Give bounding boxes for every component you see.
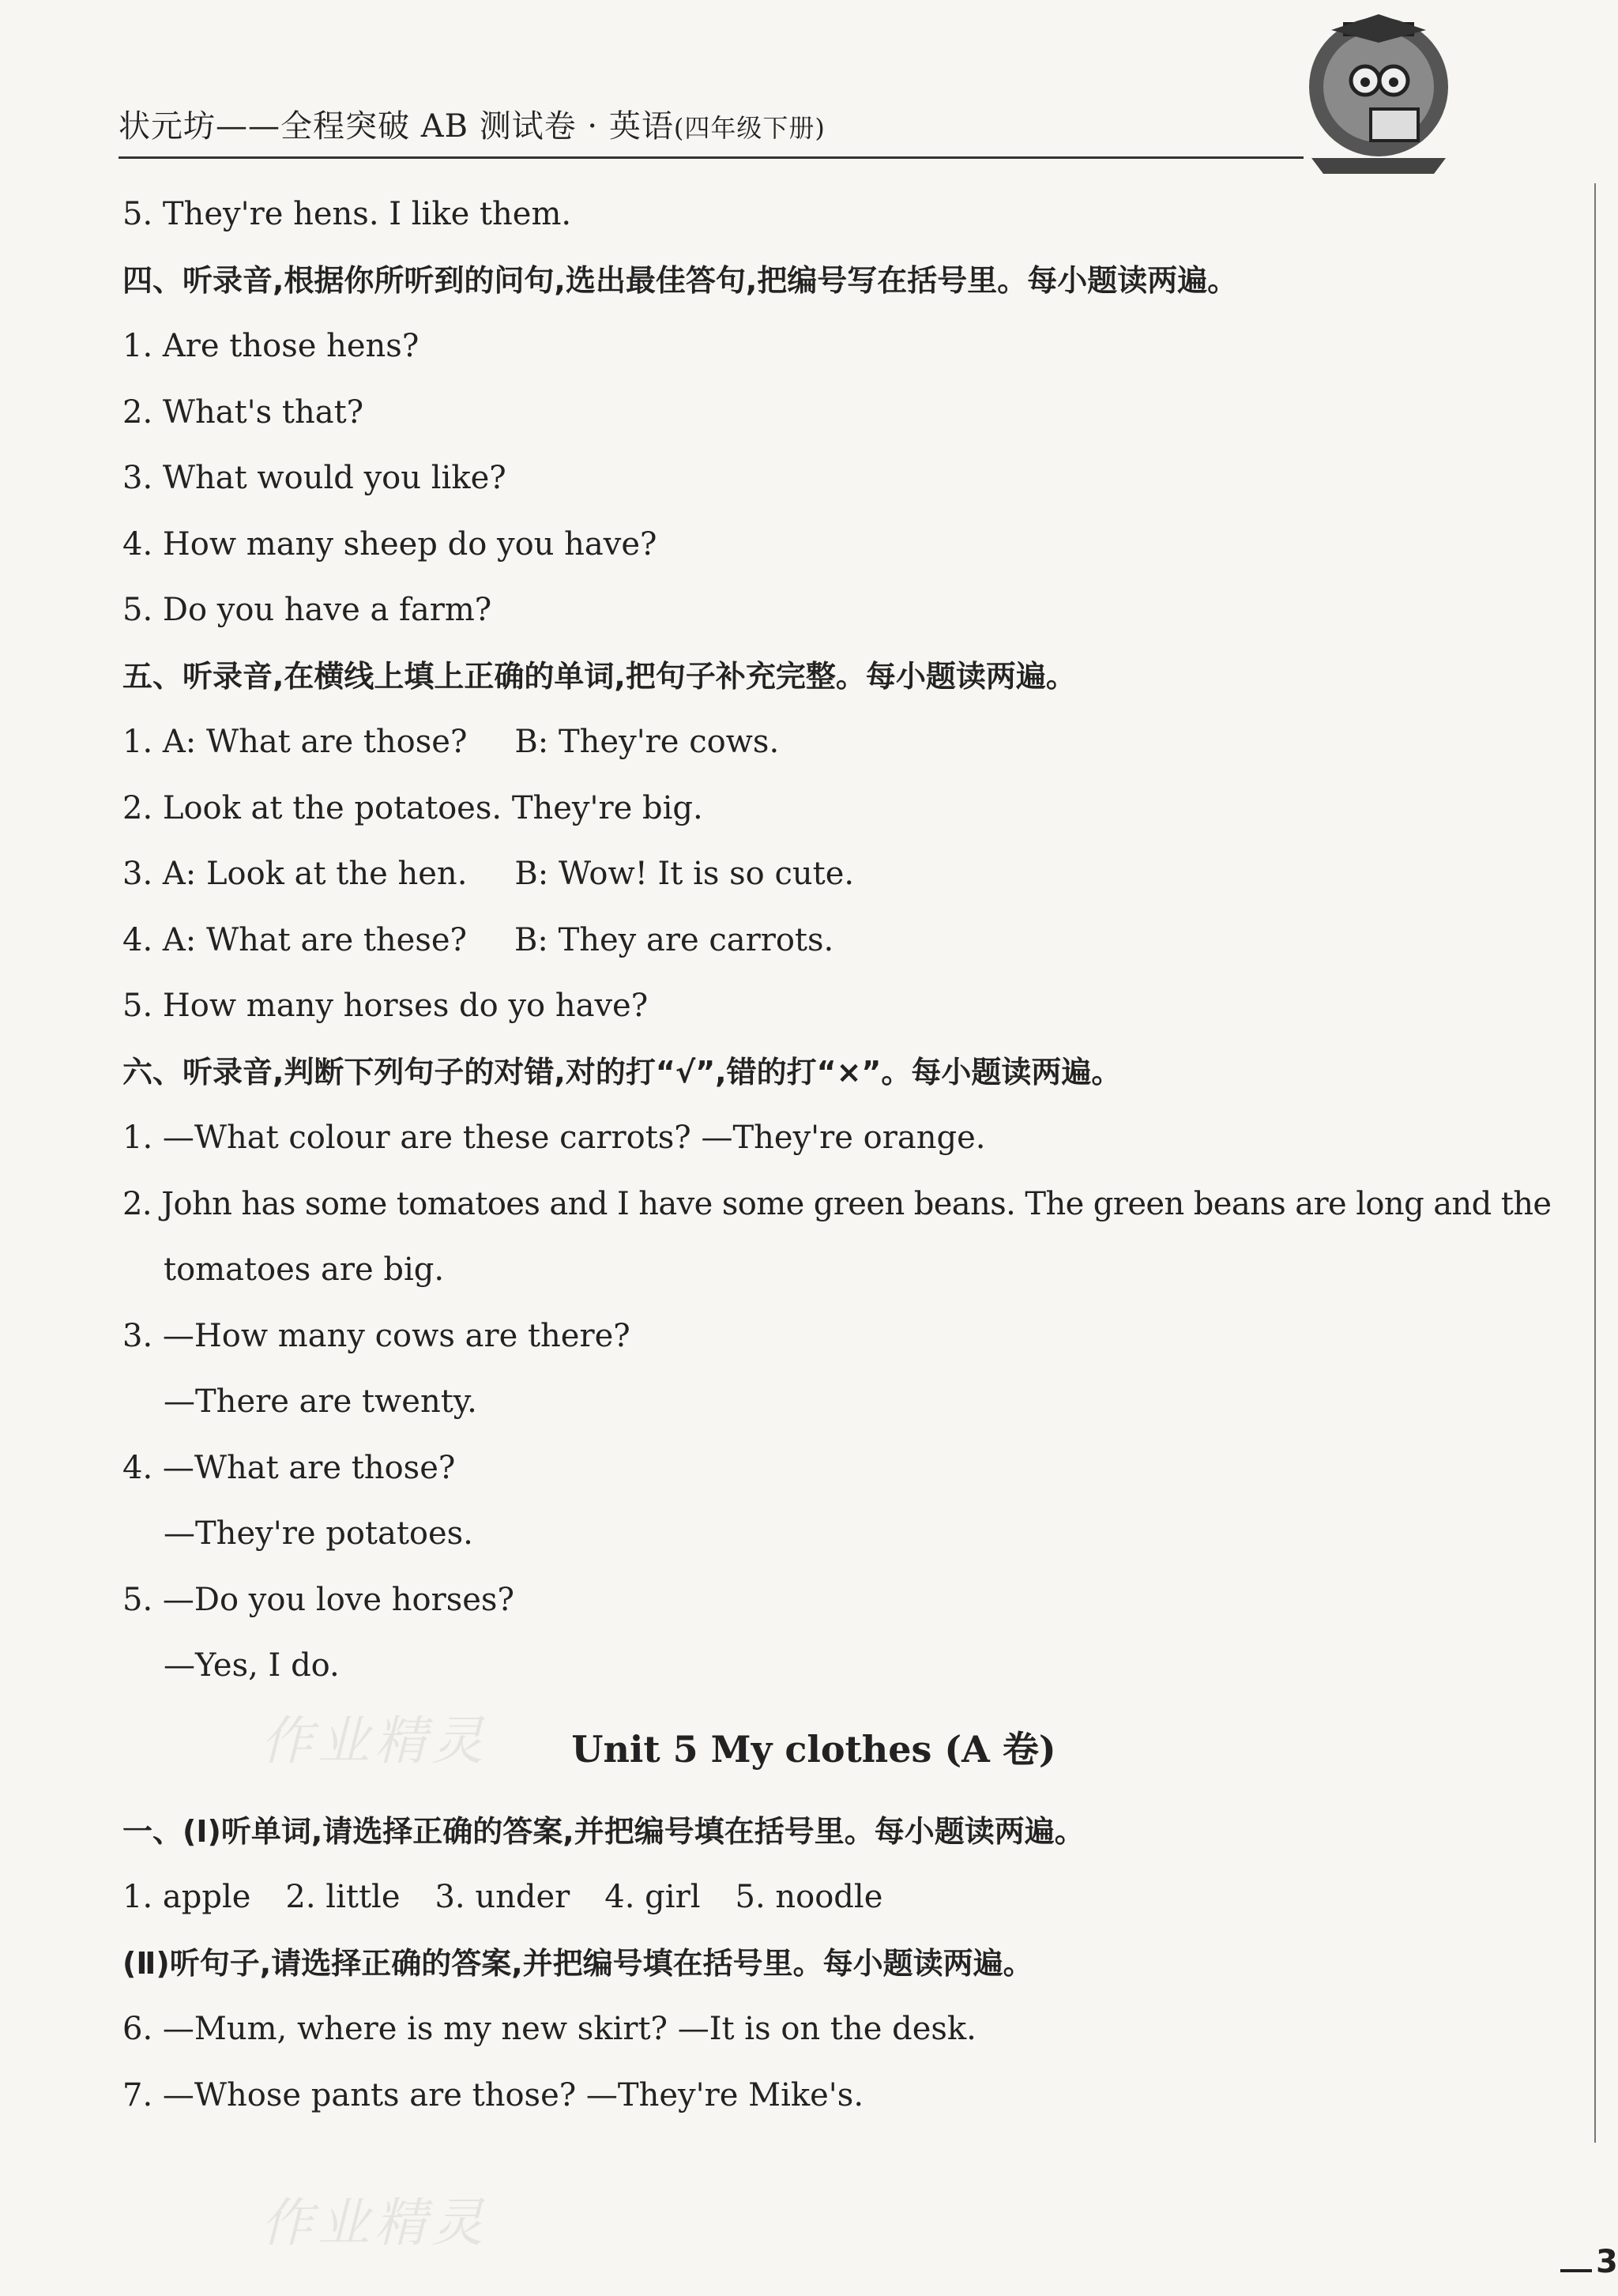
list-item: 3. —How many cows are there? (122, 1317, 630, 1354)
page-margin-rule (1594, 183, 1596, 2143)
word-item: 3. under (435, 1879, 570, 1915)
header-title: 状元坊——全程突破 AB 测试卷 · 英语 (119, 108, 674, 145)
list-item: 5. Do you have a farm? (122, 592, 492, 628)
list-item (122, 710, 1576, 776)
dialogue-a: 1. A: What are those? (122, 724, 468, 760)
list-item (122, 908, 1576, 974)
watermark: 作业精灵 (261, 1711, 488, 1771)
word-item: 1. apple (122, 1879, 251, 1915)
watermark: 作业精灵 (261, 2192, 488, 2253)
list-item: 3. What would you like? (122, 460, 506, 496)
list-item: 2. What's that? (122, 393, 364, 431)
dialogue-a: 3. A: Look at the hen. (122, 856, 468, 892)
dialogue-b: B: Wow! It is so cute. (514, 856, 855, 892)
list-item (122, 841, 1576, 908)
dialogue-b: B: They are carrots. (514, 921, 834, 958)
list-item-continued: —They're potatoes. (164, 1515, 473, 1552)
list-item: 1. Are those hens? (122, 328, 420, 364)
page-number: 3 (1596, 2244, 1618, 2280)
list-item: 4. How many sheep do you have? (122, 525, 657, 563)
page-content (122, 182, 1576, 2129)
mascot-logo-icon (1296, 8, 1462, 182)
word-item: 5. noodle (735, 1879, 883, 1915)
dialogue-b: B: They're cows. (514, 724, 780, 760)
running-header (119, 101, 1304, 146)
list-item: 5. —Do you love horses? (122, 1581, 514, 1618)
list-item: 7. —Whose pants are those? —They're Mike's. (122, 2076, 864, 2113)
list-item-continued: —Yes, I do. (164, 1647, 340, 1684)
list-item-continued: —There are twenty. (164, 1383, 477, 1420)
page-number-dash (1560, 2269, 1592, 2272)
list-item: 2. John has some tomatoes and I have some green beans. The green beans are long and the (122, 1185, 1552, 1222)
list-item: 5. They're hens. I like them. (122, 196, 572, 232)
section-heading-unit5-2: (Ⅱ)听句子,请选择正确的答案,并把编号填在括号里。每小题读两遍。 (122, 1945, 1033, 1981)
word-item: 4. girl (604, 1879, 701, 1915)
word-item: 2. little (285, 1879, 401, 1915)
section-heading-5: 五、听录音,在横线上填上正确的单词,把句子补充完整。每小题读两遍。 (122, 658, 1076, 694)
list-item: 5. How many horses do yo have? (122, 988, 649, 1024)
unit-title: Unit 5 My clothes (A 卷) (571, 1727, 1056, 1771)
list-item: 1. —What colour are these carrots? —They're orange. (122, 1120, 986, 1156)
word-list (122, 1865, 1576, 1931)
header-rule (119, 156, 1304, 159)
section-heading-6: 六、听录音,判断下列句子的对错,对的打“√”,错的打“×”。每小题读两遍。 (122, 1054, 1122, 1090)
section-heading-unit5-1: 一、(Ⅰ)听单词,请选择正确的答案,并把编号填在括号里。每小题读两遍。 (122, 1813, 1085, 1849)
header-subtitle: (四年级下册) (673, 113, 826, 143)
list-item: 4. —What are those? (122, 1449, 456, 1486)
list-item: 6. —Mum, where is my new skirt? —It is on the desk. (122, 2011, 976, 2047)
list-item-continued: tomatoes are big. (164, 1252, 445, 1288)
list-item: 2. Look at the potatoes. They're big. (122, 789, 703, 826)
dialogue-a: 4. A: What are these? (122, 921, 467, 958)
section-heading-4: 四、听录音,根据你所听到的问句,选出最佳答句,把编号写在括号里。每小题读两遍。 (122, 262, 1238, 298)
